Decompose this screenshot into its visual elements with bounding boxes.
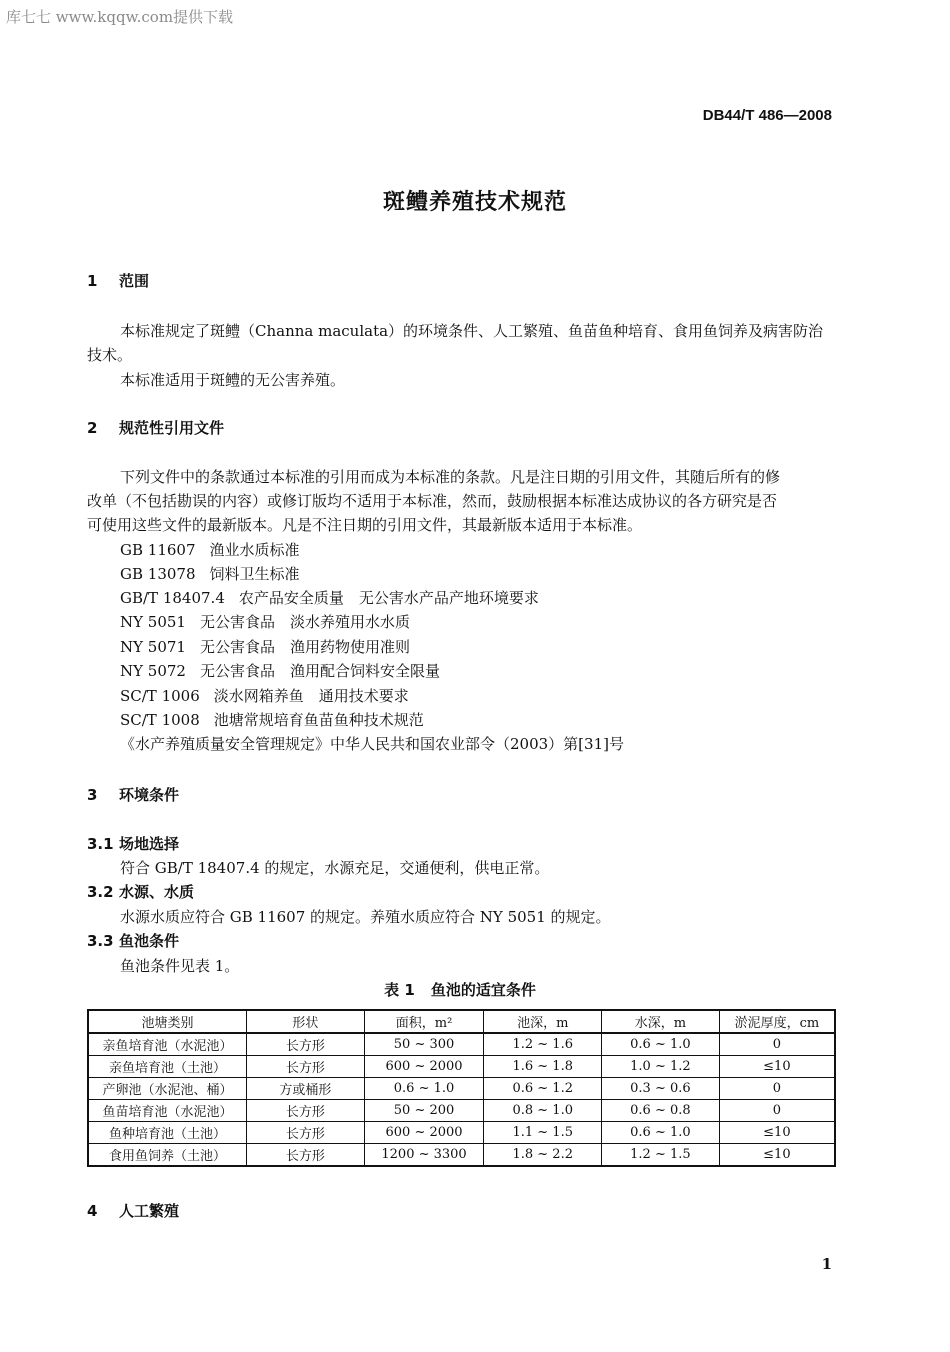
paragraph-line: 水源水质应符合 GB 11607 的规定。养殖水质应符合 NY 5051 的规定。 — [120, 908, 611, 926]
section-number: 3 — [87, 786, 98, 804]
table-cell: 600 ~ 2000 — [364, 1122, 484, 1144]
table-cell: 长方形 — [247, 1144, 365, 1167]
watermark: 库七七 www.kqqw.com提供下载 — [6, 8, 234, 26]
table-caption — [0, 979, 920, 1000]
table-row — [88, 1078, 835, 1100]
table-cell: 方或桶形 — [247, 1078, 365, 1100]
table-cell: 50 ~ 200 — [364, 1100, 484, 1122]
reference-title: 池塘常规培育鱼苗鱼种技术规范 — [213, 711, 424, 729]
page-title: 斑鳢养殖技术规范 — [382, 189, 567, 215]
paragraph-line: 本标准规定了斑鳢（Channa maculata）的环境条件、人工繁殖、鱼苗鱼种培育、食用鱼饲养及病害防治 — [120, 322, 824, 340]
table-cell: 长方形 — [247, 1100, 365, 1122]
table-cell: 0.6 ~ 1.0 — [602, 1033, 720, 1056]
table-cell: 1.0 ~ 1.2 — [602, 1056, 720, 1078]
table-cell: ≤10 — [719, 1122, 835, 1144]
table-cell: 0 — [719, 1100, 835, 1122]
reference-item — [120, 685, 409, 706]
section-title: 规范性引用文件 — [119, 419, 225, 437]
reference-item — [120, 539, 300, 560]
subsection-3-3-heading — [87, 930, 179, 951]
column-header: 形状 — [247, 1010, 365, 1033]
table-cell: 1.1 ~ 1.5 — [484, 1122, 602, 1144]
table-cell: 产卵池（水泥池、桶） — [88, 1078, 247, 1100]
reference-title: 无公害食品 渔用药物使用准则 — [199, 638, 410, 656]
table-row — [88, 1100, 835, 1122]
column-header: 池塘类别 — [88, 1010, 247, 1033]
table-cell: 亲鱼培育池（土池） — [88, 1056, 247, 1078]
reference-title: 无公害食品 渔用配合饲料安全限量 — [199, 662, 440, 680]
paragraph-line: 下列文件中的条款通过本标准的引用而成为本标准的条款。凡是注日期的引用文件，其随后所有的修 — [120, 468, 781, 486]
section-number: 4 — [87, 1202, 98, 1220]
section-number: 3.1 — [87, 835, 114, 853]
paragraph-line: 鱼池条件见表 1。 — [120, 957, 240, 975]
section-2-heading — [87, 417, 224, 438]
section-number: 3.3 — [87, 932, 114, 950]
paragraph-line: 技术。 — [87, 346, 133, 364]
table-cell: 鱼种培育池（土池） — [88, 1122, 247, 1144]
table-cell: 1.2 ~ 1.5 — [602, 1144, 720, 1167]
section-title: 水源、水质 — [119, 883, 195, 901]
section-title: 鱼池条件 — [119, 932, 180, 950]
reference-code: SC/T 1008 — [120, 711, 200, 729]
table-cell: 0 — [719, 1033, 835, 1056]
table-cell: 600 ~ 2000 — [364, 1056, 484, 1078]
reference-title: 淡水网箱养鱼 通用技术要求 — [213, 687, 409, 705]
reference-item: 《水产养殖质量安全管理规定》中华人民共和国农业部令（2003）第[31]号 — [120, 735, 624, 753]
table-cell: 1.8 ~ 2.2 — [484, 1144, 602, 1167]
paragraph-line: 可使用这些文件的最新版本。凡是不注日期的引用文件，其最新版本适用于本标准。 — [87, 516, 643, 534]
table-row — [88, 1122, 835, 1144]
table-row — [88, 1144, 835, 1167]
subsection-3-2-heading — [87, 881, 194, 902]
reference-title: 无公害食品 淡水养殖用水水质 — [199, 613, 410, 631]
section-4-heading — [87, 1200, 179, 1221]
page-number: 1 — [821, 1255, 832, 1273]
pond-conditions-table — [87, 1009, 836, 1167]
table-cell: 0.6 ~ 1.0 — [602, 1122, 720, 1144]
reference-item — [120, 709, 424, 730]
paragraph-line: 符合 GB/T 18407.4 的规定，水源充足，交通便利，供电正常。 — [120, 859, 550, 877]
table-cell: 0.8 ~ 1.0 — [484, 1100, 602, 1122]
document-number: DB44/T 486—2008 — [702, 107, 832, 124]
column-header: 池深，m — [484, 1010, 602, 1033]
table-cell: 0.6 ~ 1.2 — [484, 1078, 602, 1100]
table-cell: 50 ~ 300 — [364, 1033, 484, 1056]
reference-title: 饲料卫生标准 — [209, 565, 300, 583]
table-cell: 0 — [719, 1078, 835, 1100]
table-cell: 亲鱼培育池（水泥池） — [88, 1033, 247, 1056]
table-cell: 食用鱼饲养（土池） — [88, 1144, 247, 1167]
table-cell: 0.3 ~ 0.6 — [602, 1078, 720, 1100]
table-cell: 1.2 ~ 1.6 — [484, 1033, 602, 1056]
table-cell: 长方形 — [247, 1122, 365, 1144]
table-cell: ≤10 — [719, 1056, 835, 1078]
reference-title: 农产品安全质量 无公害水产品产地环境要求 — [238, 589, 539, 607]
table-header-row — [88, 1010, 835, 1033]
reference-code: GB/T 18407.4 — [120, 589, 225, 607]
column-header: 淤泥厚度，cm — [719, 1010, 835, 1033]
reference-item — [120, 563, 300, 584]
table-cell: 长方形 — [247, 1033, 365, 1056]
table-cell: 0.6 ~ 1.0 — [364, 1078, 484, 1100]
reference-item — [120, 660, 440, 681]
table-row — [88, 1056, 835, 1078]
table-caption-title: 鱼池的适宜条件 — [430, 981, 536, 999]
reference-code: GB 13078 — [120, 565, 196, 583]
reference-code: NY 5071 — [120, 638, 186, 656]
table-cell: ≤10 — [719, 1144, 835, 1167]
section-title: 环境条件 — [119, 786, 180, 804]
reference-code: SC/T 1006 — [120, 687, 200, 705]
section-title: 场地选择 — [119, 835, 180, 853]
reference-item — [120, 636, 410, 657]
column-header: 面积，m² — [364, 1010, 484, 1033]
table-cell: 长方形 — [247, 1056, 365, 1078]
reference-item — [120, 587, 539, 608]
reference-code: NY 5072 — [120, 662, 186, 680]
reference-code: GB 11607 — [120, 541, 196, 559]
section-title: 人工繁殖 — [119, 1202, 180, 1220]
section-3-heading — [87, 784, 179, 805]
table-cell: 1.6 ~ 1.8 — [484, 1056, 602, 1078]
table-cell: 1200 ~ 3300 — [364, 1144, 484, 1167]
section-title: 范围 — [119, 272, 150, 290]
reference-title: 渔业水质标准 — [209, 541, 300, 559]
section-1-heading — [87, 270, 149, 291]
paragraph-line: 本标准适用于斑鳢的无公害养殖。 — [120, 371, 346, 389]
paragraph-line: 改单（不包括勘误的内容）或修订版均不适用于本标准，然而，鼓励根据本标准达成协议的各方研究是否 — [87, 492, 778, 510]
column-header: 水深，m — [602, 1010, 720, 1033]
subsection-3-1-heading — [87, 833, 179, 854]
section-number: 3.2 — [87, 883, 114, 901]
reference-code: NY 5051 — [120, 613, 186, 631]
table-cell: 0.6 ~ 0.8 — [602, 1100, 720, 1122]
table-caption-number: 表 1 — [384, 981, 415, 999]
reference-item — [120, 611, 410, 632]
table-cell: 鱼苗培育池（水泥池） — [88, 1100, 247, 1122]
section-number: 2 — [87, 419, 98, 437]
section-number: 1 — [87, 272, 98, 290]
table-row — [88, 1033, 835, 1056]
